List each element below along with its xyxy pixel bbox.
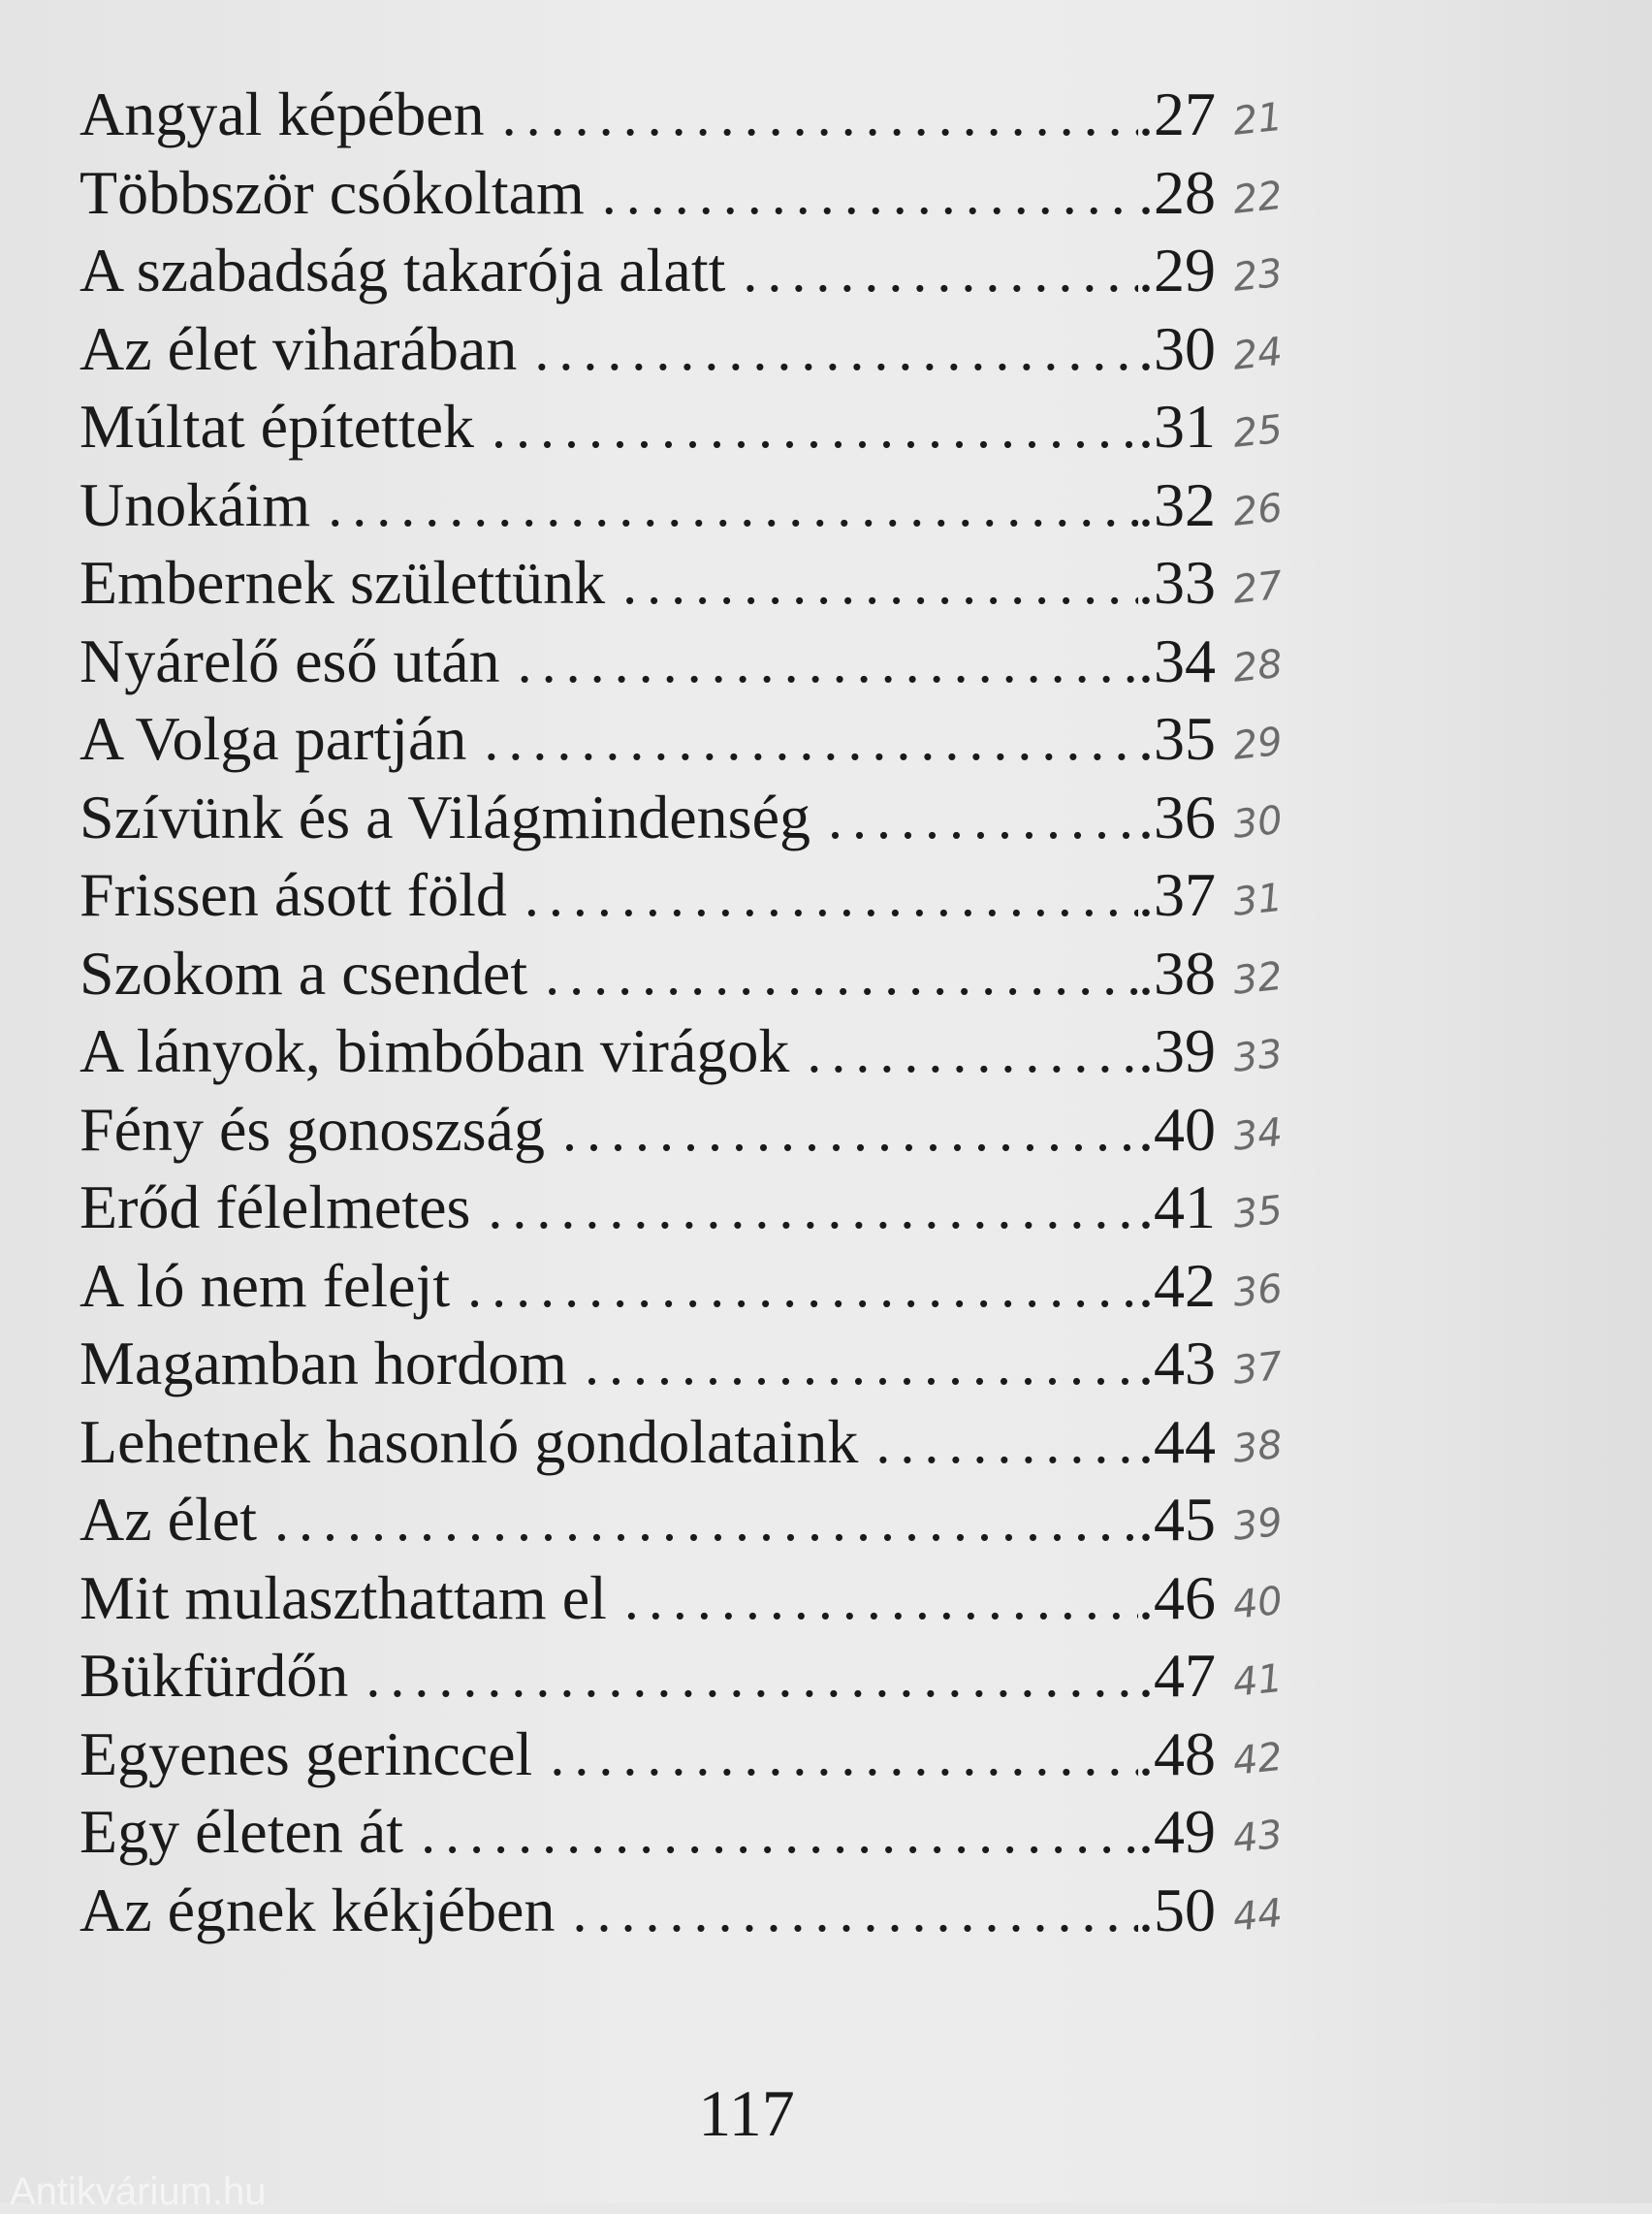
toc-entry-title: Az égnek kékjében — [79, 1875, 556, 1944]
toc-entry — [79, 1716, 1320, 1794]
toc-entry-page: .50 — [1138, 1875, 1216, 1944]
toc-entry — [79, 1247, 1320, 1326]
toc-entry-page: .36 — [1138, 782, 1216, 851]
handwritten-note: 25 — [1230, 406, 1286, 457]
toc-entry-title: A lányok, bimbóban virágok — [79, 1016, 790, 1085]
page-number: 117 — [698, 2076, 795, 2150]
toc-entry — [79, 76, 1320, 154]
leader-dots — [484, 701, 1138, 780]
toc-entry-page: .44 — [1138, 1406, 1216, 1476]
handwritten-note: 32 — [1230, 953, 1286, 1004]
leader-dots — [467, 1248, 1138, 1327]
handwritten-note: 43 — [1230, 1812, 1286, 1862]
toc-entry-title: Erőd félelmetes — [79, 1172, 471, 1241]
toc-entry-title: Az élet viharában — [79, 313, 518, 383]
toc-entry-page: .39 — [1138, 1016, 1216, 1085]
toc-entry — [79, 1559, 1320, 1638]
leader-dots — [502, 77, 1138, 155]
toc-entry-page: .47 — [1138, 1641, 1216, 1710]
toc-entry — [79, 1872, 1320, 1950]
toc-entry-title: Múltat építettek — [79, 392, 474, 461]
toc-entry-title: Szívünk és a Világmindenség — [79, 782, 810, 851]
handwritten-note: 38 — [1230, 1422, 1286, 1472]
toc-entry — [79, 1481, 1320, 1559]
toc-entry-page: .33 — [1138, 548, 1216, 617]
toc-entry-page: .29 — [1138, 236, 1216, 305]
handwritten-note: 44 — [1230, 1890, 1286, 1941]
toc-entry — [79, 623, 1320, 701]
toc-entry-page: .34 — [1138, 626, 1216, 695]
handwritten-note: 31 — [1230, 875, 1286, 925]
toc-entry-page: .42 — [1138, 1250, 1216, 1320]
toc-entry-title: Az élet — [79, 1485, 257, 1554]
leader-dots — [488, 1170, 1138, 1248]
toc-entry-page: .31 — [1138, 392, 1216, 461]
leader-dots — [421, 1794, 1138, 1873]
handwritten-note: 37 — [1230, 1343, 1286, 1394]
toc-entry-page: .45 — [1138, 1485, 1216, 1554]
toc-entry-page: .35 — [1138, 704, 1216, 773]
leader-dots — [518, 624, 1138, 702]
leader-dots — [492, 389, 1138, 467]
toc-entry — [79, 1091, 1320, 1170]
table-of-contents — [79, 76, 1320, 1949]
toc-entry — [79, 310, 1320, 389]
handwritten-note: 26 — [1230, 485, 1286, 535]
leader-dots — [524, 857, 1138, 936]
toc-entry-page: .30 — [1138, 313, 1216, 383]
toc-entry-page: .37 — [1138, 860, 1216, 929]
toc-entry — [79, 1169, 1320, 1247]
leader-dots — [602, 155, 1138, 234]
toc-entry — [79, 154, 1320, 233]
leader-dots — [624, 1560, 1138, 1639]
toc-entry — [79, 1012, 1320, 1091]
handwritten-note: 34 — [1230, 1109, 1286, 1160]
handwritten-note: 33 — [1230, 1031, 1286, 1081]
handwritten-note: 28 — [1230, 641, 1286, 691]
toc-entry — [79, 856, 1320, 935]
leader-dots — [622, 545, 1138, 624]
toc-entry — [79, 1403, 1320, 1482]
toc-entry-title: Egy életen át — [79, 1797, 404, 1866]
handwritten-note: 24 — [1230, 329, 1286, 379]
leader-dots — [534, 311, 1138, 390]
toc-entry-title: Többször csókoltam — [79, 157, 585, 227]
leader-dots — [585, 1326, 1138, 1404]
toc-entry — [79, 1325, 1320, 1403]
handwritten-note: 30 — [1230, 797, 1286, 848]
toc-entry-page: .48 — [1138, 1718, 1216, 1788]
toc-entry-title: Fény és gonoszság — [79, 1094, 545, 1164]
toc-entry-title: Szokom a csendet — [79, 938, 528, 1008]
toc-entry-title: Lehetnek hasonló gondolataink — [79, 1406, 859, 1476]
toc-entry — [79, 1793, 1320, 1872]
toc-entry-page: .38 — [1138, 938, 1216, 1008]
leader-dots — [274, 1482, 1138, 1560]
leader-dots — [828, 780, 1138, 858]
handwritten-note: 40 — [1230, 1578, 1286, 1628]
leader-dots — [545, 936, 1138, 1014]
toc-entry — [79, 544, 1320, 623]
toc-entry-page: .46 — [1138, 1562, 1216, 1632]
toc-entry-page: .43 — [1138, 1329, 1216, 1397]
leader-dots — [743, 233, 1138, 311]
toc-entry-title: Frissen ásott föld — [79, 860, 507, 929]
toc-entry — [79, 1637, 1320, 1716]
handwritten-note: 35 — [1230, 1187, 1286, 1237]
leader-dots — [562, 1092, 1138, 1171]
toc-entry-title: Nyárelő eső után — [79, 626, 500, 695]
toc-entry-page: .27 — [1138, 80, 1216, 148]
toc-entry-page: .28 — [1138, 157, 1216, 227]
toc-entry — [79, 388, 1320, 466]
handwritten-note: 21 — [1230, 94, 1286, 144]
handwritten-note: 41 — [1230, 1655, 1286, 1706]
toc-entry — [79, 466, 1320, 545]
leader-dots — [807, 1013, 1138, 1092]
toc-entry-title: Unokáim — [79, 469, 311, 539]
toc-entry-title: Bükfürdőn — [79, 1641, 349, 1710]
leader-dots — [550, 1717, 1138, 1795]
toc-entry-title: Egyenes gerinccel — [79, 1718, 533, 1788]
handwritten-note: 23 — [1230, 250, 1286, 301]
toc-entry — [79, 935, 1320, 1013]
toc-entry-title: A Volga partján — [79, 704, 467, 773]
leader-dots — [875, 1404, 1138, 1483]
handwritten-note: 36 — [1230, 1266, 1286, 1316]
toc-entry-page: .32 — [1138, 469, 1216, 539]
leader-dots — [365, 1638, 1138, 1717]
toc-entry — [79, 700, 1320, 779]
leader-dots — [328, 467, 1138, 546]
toc-entry-title: Embernek születtünk — [79, 548, 606, 617]
toc-entry-title: Mit mulaszthattam el — [79, 1562, 607, 1632]
leader-dots — [572, 1873, 1138, 1951]
toc-entry-page: .40 — [1138, 1094, 1216, 1164]
toc-entry-title: Angyal képében — [79, 80, 485, 148]
toc-entry — [79, 232, 1320, 310]
handwritten-note: 27 — [1230, 562, 1286, 613]
toc-entry-page: .49 — [1138, 1797, 1216, 1866]
handwritten-note: 42 — [1230, 1734, 1286, 1784]
watermark: Antikvárium.hu — [10, 2170, 267, 2213]
toc-entry-title: A szabadság takarója alatt — [79, 236, 726, 305]
toc-entry — [79, 779, 1320, 857]
toc-entry-title: A ló nem felejt — [79, 1250, 451, 1320]
toc-entry-page: .41 — [1138, 1172, 1216, 1241]
handwritten-note: 39 — [1230, 1499, 1286, 1550]
handwritten-note: 29 — [1230, 719, 1286, 769]
toc-entry-title: Magamban hordom — [79, 1329, 567, 1397]
handwritten-note: 22 — [1230, 173, 1286, 223]
